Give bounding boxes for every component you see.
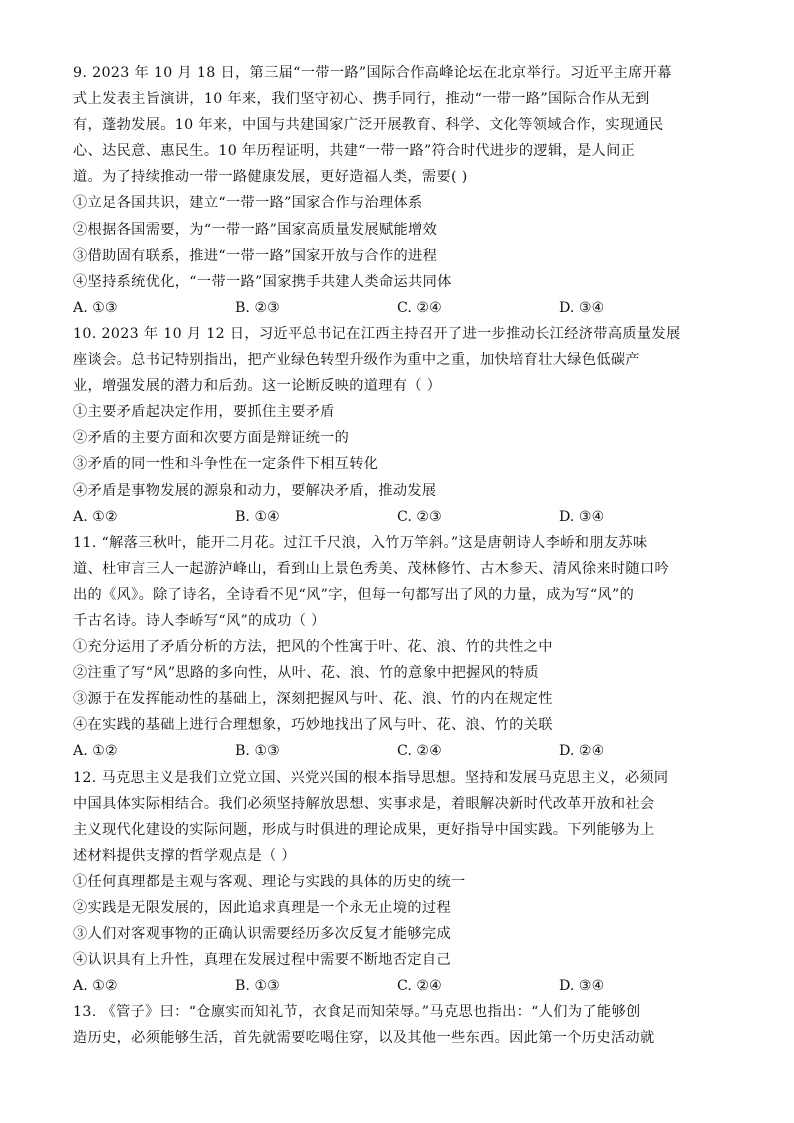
statement: ②根据各国需要，为“一带一路”国家高质量发展赋能增效 — [73, 221, 438, 238]
question-text-line: 11. “解落三秋叶，能开二月花。过江千尺浪，入竹万竿斜。”这是唐朝诗人李峤和朋友苏味 — [73, 534, 648, 551]
option-c: C. ②④ — [397, 978, 442, 995]
answer-options — [73, 295, 723, 321]
question-text-line: 心、达民意、惠民生。10 年历程证明，共建“一带一路”符合时代进步的逻辑，是人间正 — [73, 143, 636, 160]
statement: ③人们对客观事物的正确认识需要经历多次反复才能够完成 — [73, 926, 451, 943]
statement: ④坚持系统优化，“一带一路”国家携手共建人类命运共同体 — [73, 273, 452, 290]
statement: ①立足各国共识，建立“一带一路”国家合作与治理体系 — [73, 195, 423, 212]
question-text-line: 13. 《管子》曰：“仓廪实而知礼节，衣食足而知荣辱。”马克思也指出：“人们为了能够创 — [73, 1004, 641, 1021]
option-b: B. ①③ — [235, 743, 280, 760]
question-text-line: 12. 马克思主义是我们立党立国、兴党兴国的根本指导思想。坚持和发展马克思主义，必须同 — [73, 769, 669, 786]
question-text-line: 主义现代化建设的实际问题，形成与时俱进的理论成果，更好指导中国实践。下列能够为上 — [73, 821, 655, 838]
option-a: A. ①② — [73, 508, 118, 525]
option-b: B. ①④ — [235, 508, 280, 525]
option-b: B. ①③ — [235, 978, 280, 995]
question-text-line: 道、杜审言三人一起游泸峰山，看到山上景色秀美、茂林修竹、古木参天、清风徐来时随口吟 — [73, 560, 670, 577]
question-10 — [73, 321, 723, 530]
statement: ②实践是无限发展的，因此追求真理是一个永无止境的过程 — [73, 900, 451, 916]
option-a: A. ①③ — [73, 299, 118, 316]
option-a: A. ①② — [73, 743, 118, 760]
statement: ②注重了写“风”思路的多向性，从叶、花、浪、竹的意象中把握风的特质 — [73, 665, 539, 682]
statement: ③借助固有联系，推进“一带一路”国家开放与合作的进程 — [73, 247, 438, 264]
option-c: C. ②③ — [397, 508, 442, 525]
question-11 — [73, 530, 723, 765]
statement: ③源于在发挥能动性的基础上，深刻把握风与叶、花、浪、竹的内在规定性 — [73, 691, 553, 708]
statement: ④认识具有上升性，真理在发展过程中需要不断地否定自己 — [73, 952, 451, 969]
question-text-line: 中国具体实际相结合。我们必须坚持解放思想、实事求是，着眼解决新时代改革开放和社会 — [73, 795, 655, 812]
question-text-line: 9. 2023 年 10 月 18 日，第三届“一带一路”国际合作高峰论坛在北京举行。习近平主席开幕 — [73, 65, 672, 81]
statement: ①充分运用了矛盾分析的方法，把风的个性寓于叶、花、浪、竹的共性之中 — [73, 639, 553, 656]
statement: ③矛盾的同一性和斗争性在一定条件下相互转化 — [73, 456, 379, 473]
question-12 — [73, 765, 723, 1000]
exam-page — [73, 60, 723, 1052]
option-c: C. ②④ — [397, 299, 442, 316]
answer-options — [73, 738, 723, 764]
option-d: D. ③④ — [559, 299, 605, 316]
question-text-line: 10. 2023 年 10 月 12 日，习近平总书记在江西主持召开了进一步推动长江经济带高质量发展 — [73, 325, 681, 342]
question-9 — [73, 60, 723, 321]
question-13 — [73, 999, 723, 1051]
question-text-line: 式上发表主旨演讲，10 年来，我们坚守初心、携手同行，推动“一带一路”国际合作从无到 — [73, 91, 650, 108]
answer-options — [73, 504, 723, 530]
option-d: D. ③④ — [559, 508, 605, 525]
question-text-line: 出的《风》。除了诗名，全诗看不见“风”字，但每一句都写出了风的力量，成为写“风”的 — [73, 586, 635, 603]
option-b: B. ②③ — [235, 299, 280, 316]
statement: ①任何真理都是主观与客观、理论与实践的具体的历史的统一 — [73, 873, 466, 890]
question-text-line: 千古名诗。诗人李峤写“风”的成功（ ） — [73, 612, 326, 629]
question-text-line: 述材料提供支撑的哲学观点是（ ） — [73, 847, 296, 864]
statement: ④在实践的基础上进行合理想象，巧妙地找出了风与叶、花、浪、竹的关联 — [73, 717, 553, 734]
question-text-line: 造历史，必须能够生活，首先就需要吃喝住穿，以及其他一些东西。因此第一个历史活动就 — [73, 1030, 655, 1047]
question-text-line: 有，蓬勃发展。10 年来，中国与共建国家广泛开展教育、科学、文化等领域合作，实现通民 — [73, 117, 664, 134]
statement: ②矛盾的主要方面和次要方面是辩证统一的 — [73, 430, 350, 447]
statement: ①主要矛盾起决定作用，要抓住主要矛盾 — [73, 404, 335, 421]
option-c: C. ②④ — [397, 743, 442, 760]
question-text-line: 业，增强发展的潜力和后劲。这一论断反映的道理有（ ） — [73, 378, 442, 395]
option-d: D. ②④ — [559, 743, 605, 760]
statement: ④矛盾是事物发展的源泉和动力，要解决矛盾，推动发展 — [73, 482, 437, 499]
question-text-line: 道。为了持续推动一带一路健康发展，更好造福人类，需要( ) — [73, 169, 468, 186]
option-a: A. ①② — [73, 978, 118, 995]
option-d: D. ③④ — [559, 978, 605, 995]
answer-options — [73, 973, 723, 999]
question-text-line: 座谈会。总书记特别指出，把产业绿色转型升级作为重中之重，加快培育壮大绿色低碳产 — [73, 352, 640, 369]
